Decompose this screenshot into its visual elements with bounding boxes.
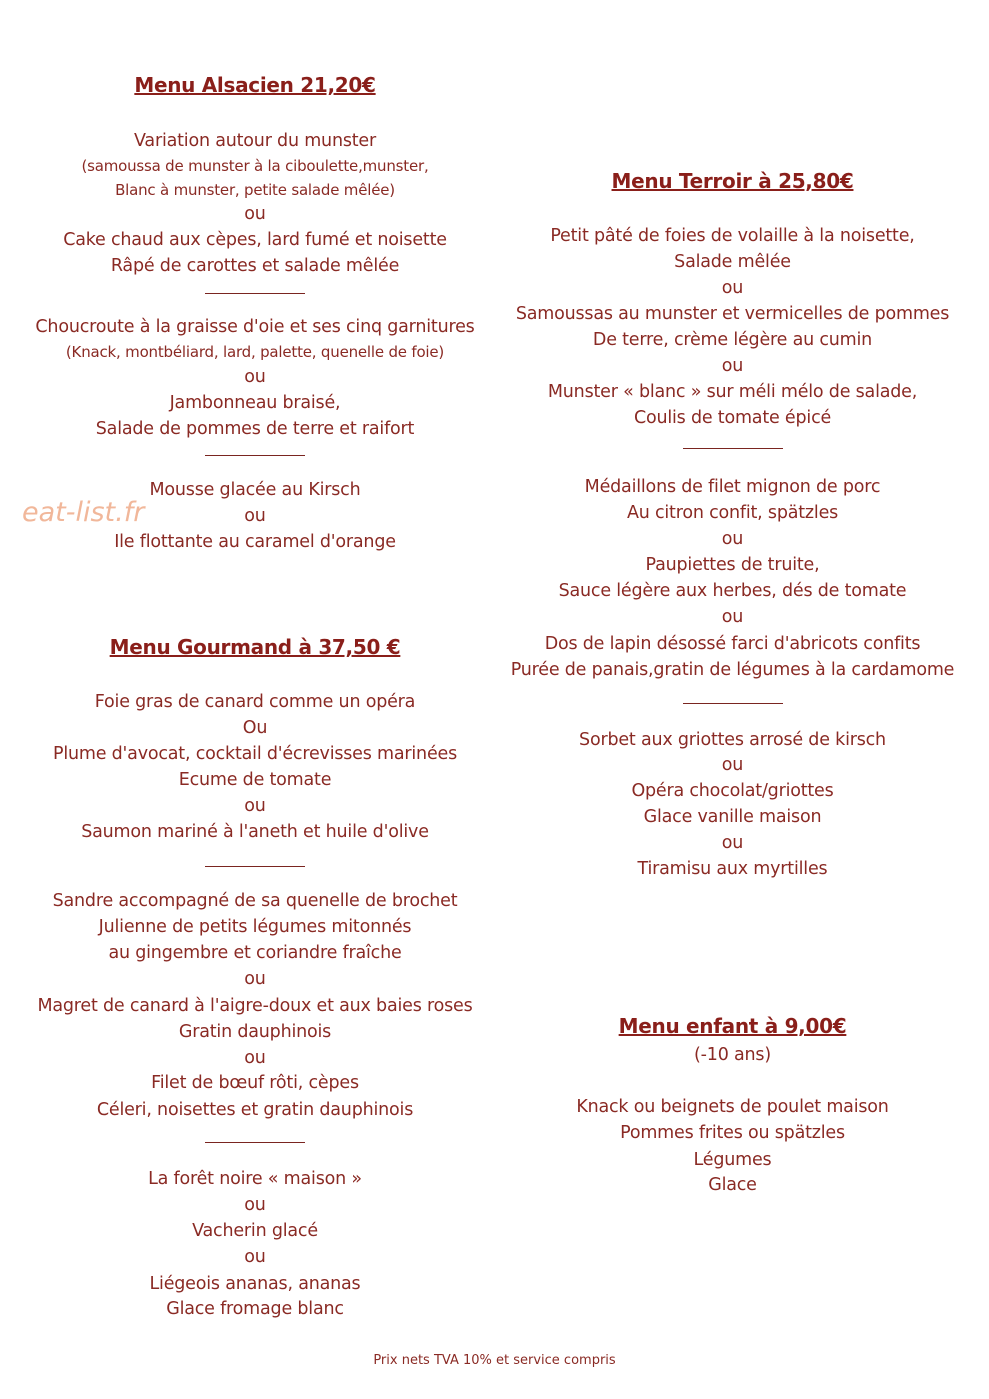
menu-line: Coulis de tomate épicé: [633, 408, 832, 428]
menu-line: Munster « blanc » sur méli mélo de salade,: [547, 382, 918, 402]
menu-terroir-title: Menu Terroir à 25,80€: [611, 169, 854, 193]
menu-line: Jambonneau braisé,: [169, 393, 341, 413]
menu-line: Ecume de tomate: [178, 770, 332, 790]
menu-line: Sandre accompagné de sa quenelle de brochet: [52, 891, 458, 911]
menu-line: Samoussas au munster et vermicelles de pommes: [515, 304, 950, 324]
menu-line: Râpé de carottes et salade mêlée: [110, 256, 400, 276]
menu-line: Sauce légère aux herbes, dés de tomate: [558, 581, 907, 601]
menu-line: ou: [721, 529, 744, 549]
menu-line: Salade de pommes de terre et raifort: [95, 419, 415, 439]
menu-line: ou: [244, 969, 266, 989]
menu-line: ou: [244, 796, 266, 816]
menu-line: Glace fromage blanc: [166, 1299, 344, 1319]
menu-line: La forêt noire « maison »: [148, 1169, 362, 1189]
footer-note: Prix nets TVA 10% et service compris: [373, 1353, 616, 1368]
menu-line: Magret de canard à l'aigre-doux et aux baies roses: [37, 996, 473, 1016]
menu-line: ou: [244, 1195, 266, 1215]
menu-line: Liégeois ananas, ananas: [149, 1274, 361, 1294]
menu-line: Ile flottante au caramel d'orange: [114, 532, 396, 552]
menu-alsacien-title: Menu Alsacien 21,20€: [134, 73, 376, 97]
menu-line: ou: [244, 506, 266, 526]
menu-gourmand-title: Menu Gourmand à 37,50 €: [109, 635, 401, 659]
menu-line: ou: [721, 356, 744, 376]
menu-line: Glace: [708, 1175, 757, 1195]
menu-line: Pommes frites ou spätzles: [620, 1123, 845, 1143]
menu-enfant-title: Menu enfant à 9,00€: [618, 1014, 847, 1038]
menu-line: Julienne de petits légumes mitonnés: [98, 917, 412, 937]
menu-line: Saumon mariné à l'aneth et huile d'olive: [81, 822, 429, 842]
menu-line: Sorbet aux griottes arrosé de kirsch: [579, 730, 886, 750]
separator: [683, 703, 783, 704]
menu-line: Ou: [242, 718, 268, 738]
menu-line: Variation autour du munster: [134, 131, 376, 151]
menu-line: Filet de bœuf rôti, cèpes: [151, 1073, 359, 1093]
menu-line: Glace vanille maison: [643, 807, 822, 827]
menu-line: Légumes: [693, 1150, 772, 1170]
menu-enfant-subtitle: (-10 ans): [694, 1045, 771, 1065]
menu-line: Petit pâté de foies de volaille à la noisette,: [550, 226, 915, 246]
separator: [205, 293, 305, 294]
menu-line: Opéra chocolat/griottes: [631, 781, 834, 801]
menu-line: Gratin dauphinois: [178, 1022, 332, 1042]
menu-line: Au citron confit, spätzles: [626, 503, 839, 523]
menu-line: ou: [244, 367, 266, 387]
menu-line: Choucroute à la graisse d'oie et ses cinq garnitures: [35, 317, 475, 337]
menu-line: Cake chaud aux cèpes, lard fumé et noisette: [63, 230, 447, 250]
menu-line: au gingembre et coriandre fraîche: [108, 943, 402, 963]
menu-line: Salade mêlée: [674, 252, 791, 272]
separator: [205, 455, 305, 456]
menu-line: De terre, crème légère au cumin: [592, 330, 873, 350]
menu-line: Blanc à munster, petite salade mêlée): [115, 181, 395, 199]
menu-line: ou: [721, 833, 744, 853]
menu-line: Knack ou beignets de poulet maison: [576, 1097, 889, 1117]
menu-line: Paupiettes de truite,: [645, 555, 820, 575]
menu-line: Purée de panais,gratin de légumes à la cardamome: [510, 660, 955, 680]
menu-line: ou: [721, 607, 744, 627]
menu-line: (samoussa de munster à la ciboulette,munster,: [81, 157, 429, 175]
menu-line: Foie gras de canard comme un opéra: [94, 692, 416, 712]
separator: [683, 448, 783, 449]
menu-line: Tiramisu aux myrtilles: [637, 859, 828, 879]
menu-line: Mousse glacée au Kirsch: [149, 480, 361, 500]
menu-line: Céleri, noisettes et gratin dauphinois: [96, 1100, 414, 1120]
menu-line: ou: [721, 278, 744, 298]
watermark: eat-list.fr: [22, 497, 145, 528]
menu-line: Plume d'avocat, cocktail d'écrevisses marinées: [52, 744, 458, 764]
menu-line: ou: [244, 1247, 266, 1267]
separator: [205, 866, 305, 867]
separator: [205, 1142, 305, 1143]
menu-line: ou: [721, 755, 744, 775]
menu-line: Médaillons de filet mignon de porc: [584, 477, 881, 497]
menu-line: ou: [244, 1048, 266, 1068]
menu-line: (Knack, montbéliard, lard, palette, quenelle de foie): [65, 343, 445, 361]
menu-line: Vacherin glacé: [192, 1221, 318, 1241]
menu-line: ou: [244, 204, 266, 224]
menu-line: Dos de lapin désossé farci d'abricots confits: [544, 634, 921, 654]
